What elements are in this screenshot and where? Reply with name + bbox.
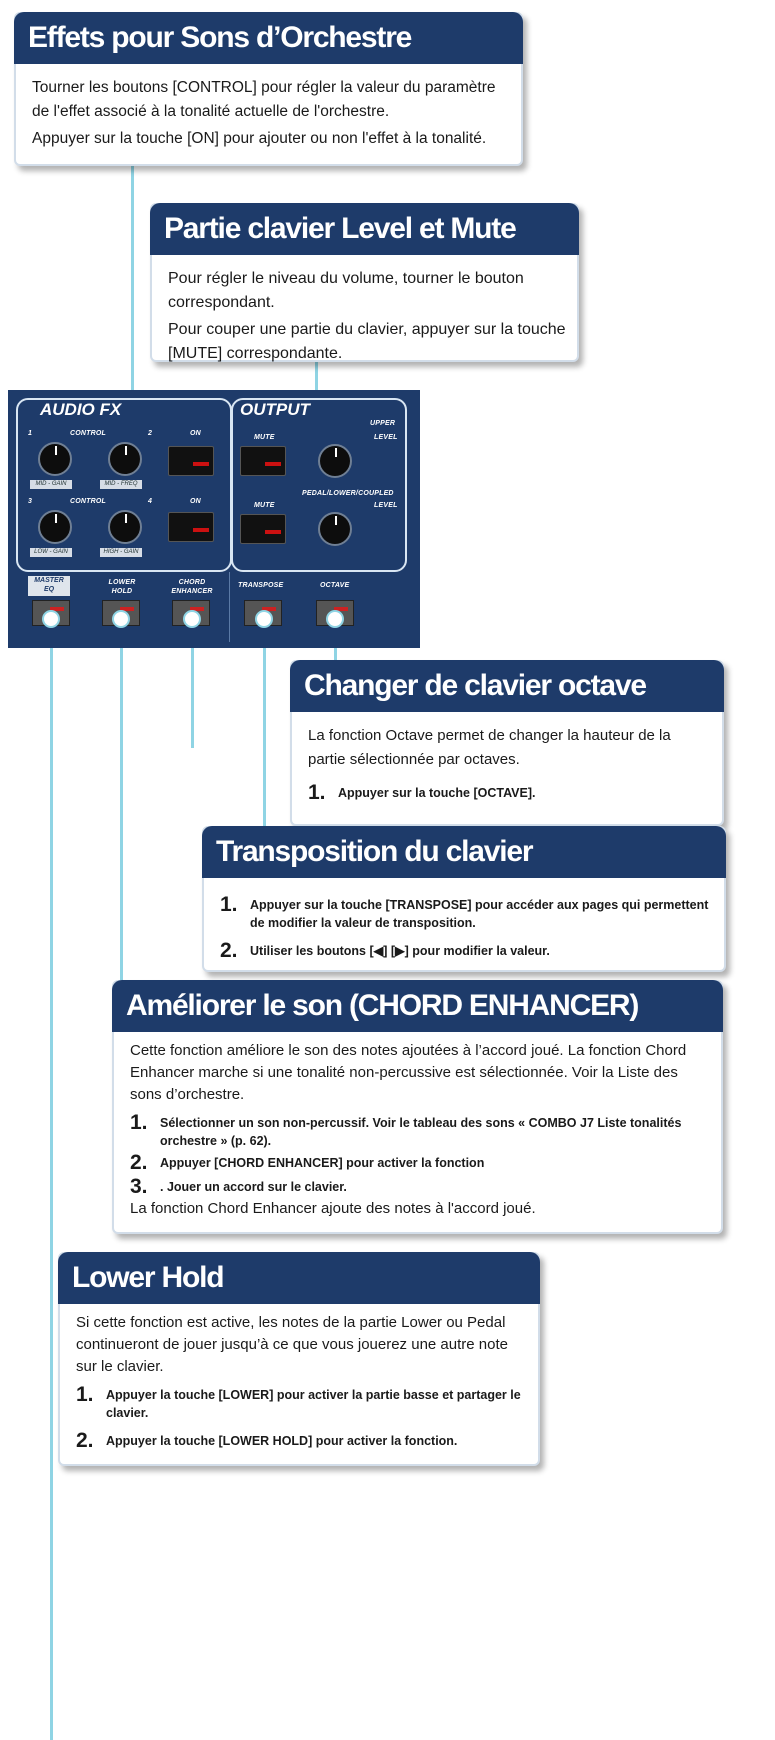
- ameliorer-text-1: Cette fonction améliore le son des notes ajoutées à l’accord joué. La fonction Chord Enhancer marche si une tonalité non-percussive est sélectionnée. Voir la Liste des sons d’orchestre.: [130, 1042, 687, 1103]
- transposition-body: [220, 888, 714, 962]
- pointer-dot-transpose: [255, 610, 273, 628]
- octave-text: La fonction Octave permet de changer la hauteur de la partie sélectionnée par octaves.: [308, 727, 671, 768]
- octave-body: [308, 724, 712, 804]
- step-number: 3.: [130, 1175, 148, 1198]
- knob-4-number: 4: [148, 498, 153, 505]
- step-number: 2.: [76, 1429, 94, 1452]
- step-text: Appuyer [CHORD ENHANCER] pour activer la fonction: [160, 1156, 485, 1170]
- level-label-2: LEVEL: [374, 502, 398, 509]
- pointer-dot-lower-hold: [112, 610, 130, 628]
- ameliorer-step-2: [130, 1152, 711, 1174]
- step-text: Appuyer sur la touche [TRANSPOSE] pour accéder aux pages qui permettent de modifier la valeur de transposition.: [250, 898, 709, 930]
- transposition-callout: [202, 826, 726, 972]
- transposition-step-1: [220, 894, 714, 932]
- step-number: 1.: [76, 1383, 94, 1406]
- transposition-title: Transposition du clavier: [202, 826, 726, 878]
- step-text: . Jouer un accord sur le clavier.: [160, 1180, 347, 1194]
- connector-master-eq: [50, 618, 53, 1740]
- octave-label: OCTAVE: [320, 582, 350, 589]
- master-eq-label: [28, 576, 70, 596]
- octave-title: Changer de clavier octave: [290, 660, 724, 712]
- lowerhold-text: Si cette fonction est active, les notes de la partie Lower ou Pedal continueront de jouer jusqu’à ce que vous jouerez une autre note sur le clavier.: [76, 1314, 508, 1375]
- on-button-2[interactable]: [168, 512, 214, 542]
- octave-step-1: [308, 782, 712, 804]
- step-number: 2.: [220, 939, 238, 962]
- partie-text-2: Pour couper une partie du clavier, appuyer sur la touche [MUTE] correspondante.: [168, 321, 566, 362]
- tag-mid-gain: MID - GAIN: [30, 480, 72, 489]
- on-label-2: ON: [190, 498, 201, 505]
- chord-enhancer-label-1: CHORD: [178, 579, 206, 586]
- control-panel: [8, 390, 420, 648]
- pointer-dot-octave: [326, 610, 344, 628]
- panel-divider: [229, 572, 230, 642]
- step-text: Appuyer sur la touche [OCTAVE].: [338, 786, 536, 800]
- chord-enhancer-label: [170, 578, 214, 596]
- lower-hold-label-2: HOLD: [111, 588, 133, 595]
- step-number: 1.: [308, 781, 326, 804]
- step-text: Appuyer la touche [LOWER] pour activer la partie basse et partager le clavier.: [106, 1388, 521, 1420]
- mute-button-upper[interactable]: [240, 446, 286, 476]
- tag-mid-freq: MID - FREQ: [100, 480, 142, 489]
- mute-label-2: MUTE: [254, 502, 275, 509]
- effets-body: [32, 76, 511, 151]
- lowerhold-body: [76, 1312, 528, 1452]
- master-eq-label-1: MASTER: [34, 577, 64, 584]
- on-label-1: ON: [190, 430, 201, 437]
- pointer-dot-chord-enhancer: [183, 610, 201, 628]
- step-text: Utiliser les boutons [◀] [▶] pour modifier la valeur.: [250, 944, 550, 958]
- partie-text-1: Pour régler le niveau du volume, tourner le bouton correspondant.: [168, 270, 524, 311]
- level-knob-lower[interactable]: [318, 512, 352, 546]
- control-label-1: CONTROL: [70, 430, 107, 437]
- partie-title: Partie clavier Level et Mute: [150, 203, 579, 255]
- lower-hold-label-1: LOWER: [108, 579, 136, 586]
- step-number: 2.: [130, 1151, 148, 1174]
- control-knob-3[interactable]: [38, 510, 72, 544]
- effets-text-2: Appuyer sur la touche [ON] pour ajouter ou non l'effet à la tonalité.: [32, 130, 487, 147]
- knob-2-number: 2: [148, 430, 153, 437]
- output-title: OUTPUT: [240, 400, 310, 419]
- step-number: 1.: [220, 893, 238, 916]
- level-knob-upper[interactable]: [318, 444, 352, 478]
- lowerhold-step-2: [76, 1430, 528, 1452]
- control-knob-1[interactable]: [38, 442, 72, 476]
- partie-body: [168, 267, 567, 366]
- connector-effets: [131, 160, 134, 400]
- audio-fx-title: AUDIO FX: [40, 400, 122, 419]
- pedal-lower-coupled-label: PEDAL/LOWER/COUPLED: [302, 490, 394, 497]
- transposition-step-2: [220, 940, 714, 962]
- ameliorer-body: [130, 1040, 711, 1220]
- lowerhold-step-1: [76, 1384, 528, 1422]
- transpose-label: TRANSPOSE: [238, 582, 284, 589]
- chord-enhancer-label-2: ENHANCER: [171, 588, 213, 595]
- effets-callout: [14, 12, 523, 166]
- ameliorer-step-3: [130, 1176, 711, 1198]
- upper-label: UPPER: [370, 420, 396, 427]
- effets-title: Effets pour Sons d’Orchestre: [14, 12, 523, 64]
- ameliorer-callout: [112, 980, 723, 1234]
- lowerhold-title: Lower Hold: [58, 1252, 540, 1304]
- step-text: Sélectionner un son non-percussif. Voir le tableau des sons « COMBO J7 Liste tonalités orchestre » (p. 62).: [160, 1116, 682, 1148]
- tag-low-gain: LOW - GAIN: [30, 548, 72, 557]
- knob-3-number: 3: [28, 498, 33, 505]
- partie-callout: [150, 203, 579, 362]
- ameliorer-title: Améliorer le son (CHORD ENHANCER): [112, 980, 723, 1032]
- control-knob-4[interactable]: [108, 510, 142, 544]
- mute-button-lower[interactable]: [240, 514, 286, 544]
- connector-transpose: [263, 618, 266, 826]
- connector-lower-hold: [120, 618, 123, 1024]
- pointer-dot-master-eq: [42, 610, 60, 628]
- step-number: 1.: [130, 1111, 148, 1134]
- octave-callout: [290, 660, 724, 826]
- knob-1-number: 1: [28, 430, 33, 437]
- ameliorer-text-2: La fonction Chord Enhancer ajoute des notes à l'accord joué.: [130, 1200, 536, 1217]
- ameliorer-step-1: [130, 1112, 711, 1150]
- level-label-1: LEVEL: [374, 434, 398, 441]
- on-button-1[interactable]: [168, 446, 214, 476]
- master-eq-label-2: EQ: [43, 586, 55, 593]
- control-label-2: CONTROL: [70, 498, 107, 505]
- lowerhold-callout: [58, 1252, 540, 1466]
- effets-text-1: Tourner les boutons [CONTROL] pour régler la valeur du paramètre de l'effet associé à la tonalité actuelle de l'orchestre.: [32, 79, 496, 120]
- tag-high-gain: HIGH - GAIN: [100, 548, 142, 557]
- control-knob-2[interactable]: [108, 442, 142, 476]
- step-text: Appuyer la touche [LOWER HOLD] pour activer la fonction.: [106, 1434, 458, 1448]
- mute-label-1: MUTE: [254, 434, 275, 441]
- lower-hold-label: [106, 578, 138, 596]
